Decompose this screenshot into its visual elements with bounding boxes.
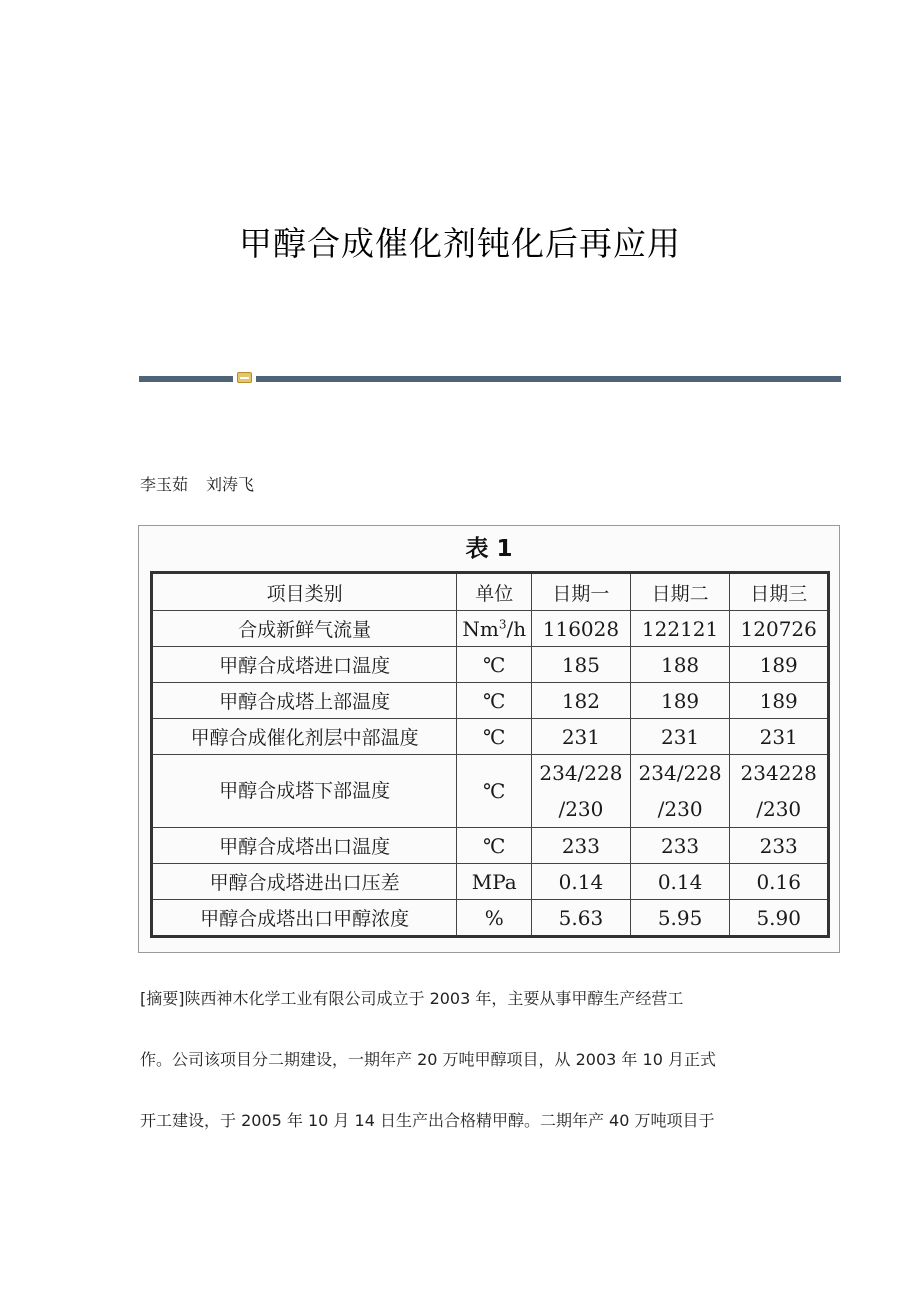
row-unit <box>457 611 532 647</box>
value-line: 234/228 <box>638 761 722 785</box>
row-value: 231 <box>630 719 730 755</box>
row-value: 233 <box>630 828 730 864</box>
data-table <box>150 571 830 938</box>
table-row <box>152 611 829 647</box>
row-value <box>630 755 730 828</box>
column-header: 日期三 <box>730 573 829 611</box>
column-header: 日期一 <box>532 573 631 611</box>
table-figure <box>138 525 840 953</box>
author-list <box>140 472 254 495</box>
divider-bar-right <box>256 376 841 382</box>
row-unit: % <box>457 900 532 937</box>
value-line: /230 <box>657 797 703 821</box>
row-value: 122121 <box>630 611 730 647</box>
author-name: 刘涛飞 <box>206 475 255 494</box>
row-value: 5.63 <box>532 900 631 937</box>
row-unit: ℃ <box>457 647 532 683</box>
author-name: 李玉茹 <box>140 475 189 494</box>
row-item: 甲醇合成塔进出口压差 <box>152 864 457 900</box>
table-row <box>152 755 829 828</box>
unit-base: Nm <box>462 616 499 641</box>
unit-superscript: 3 <box>498 616 507 631</box>
table-row <box>152 683 829 719</box>
abstract-line: 作。公司该项目分二期建设，一期年产 20 万吨甲醇项目，从 2003 年 10 月正式 <box>140 1050 716 1069</box>
table-row <box>152 828 829 864</box>
row-value <box>730 755 829 828</box>
row-item: 甲醇合成塔出口甲醇浓度 <box>152 900 457 937</box>
row-value: 189 <box>730 683 829 719</box>
row-value: 188 <box>630 647 730 683</box>
row-value: 182 <box>532 683 631 719</box>
divider-bar-left <box>139 376 233 382</box>
table-header-row <box>152 573 829 611</box>
value-line: 234/228 <box>539 761 623 785</box>
row-value: 0.14 <box>630 864 730 900</box>
value-line: /230 <box>558 797 604 821</box>
row-value: 120726 <box>730 611 829 647</box>
table-row <box>152 719 829 755</box>
row-item: 甲醇合成塔下部温度 <box>152 755 457 828</box>
row-item: 甲醇合成塔上部温度 <box>152 683 457 719</box>
row-value: 189 <box>630 683 730 719</box>
table-row <box>152 900 829 937</box>
row-value: 5.95 <box>630 900 730 937</box>
abstract <box>140 984 790 1167</box>
table-row <box>152 864 829 900</box>
row-unit: ℃ <box>457 683 532 719</box>
divider-badge-icon <box>237 372 252 383</box>
table-caption: 表 1 <box>465 536 513 562</box>
abstract-line: 开工建设，于 2005 年 10 月 14 日生产出合格精甲醇。二期年产 40 万吨项目于 <box>140 1111 715 1130</box>
row-unit: ℃ <box>457 755 532 828</box>
column-header: 单位 <box>457 573 532 611</box>
row-value: 231 <box>730 719 829 755</box>
row-value: 5.90 <box>730 900 829 937</box>
document-title: 甲醇合成催化剂钝化后再应用 <box>239 224 681 263</box>
row-unit: ℃ <box>457 719 532 755</box>
row-item: 甲醇合成塔出口温度 <box>152 828 457 864</box>
row-value: 185 <box>532 647 631 683</box>
column-header: 日期二 <box>630 573 730 611</box>
value-line: 234228 <box>740 761 817 785</box>
row-unit: MPa <box>457 864 532 900</box>
row-item: 甲醇合成塔进口温度 <box>152 647 457 683</box>
unit-rest: /h <box>506 616 527 641</box>
row-value: 233 <box>730 828 829 864</box>
title-divider <box>139 375 841 383</box>
abstract-line: [摘要]陕西神木化学工业有限公司成立于 2003 年，主要从事甲醇生产经营工 <box>140 989 684 1008</box>
row-value: 116028 <box>532 611 631 647</box>
row-value: 0.14 <box>532 864 631 900</box>
column-header: 项目类别 <box>152 573 457 611</box>
table-row <box>152 647 829 683</box>
row-value: 0.16 <box>730 864 829 900</box>
row-value <box>532 755 631 828</box>
row-value: 233 <box>532 828 631 864</box>
row-item: 合成新鲜气流量 <box>152 611 457 647</box>
row-unit: ℃ <box>457 828 532 864</box>
row-item: 甲醇合成催化剂层中部温度 <box>152 719 457 755</box>
row-value: 189 <box>730 647 829 683</box>
row-value: 231 <box>532 719 631 755</box>
value-line: /230 <box>756 797 802 821</box>
